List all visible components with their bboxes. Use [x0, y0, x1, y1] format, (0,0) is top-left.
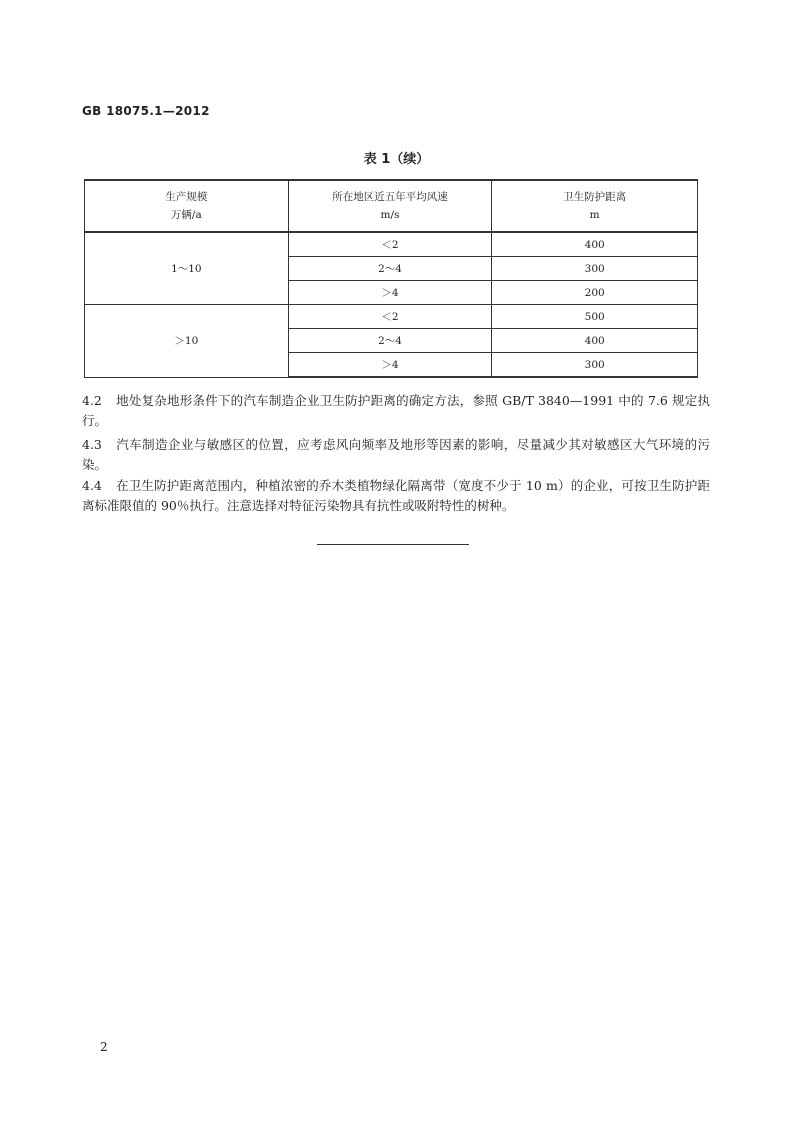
scale-cell: 1～10 — [85, 232, 289, 305]
distance-cell: 300 — [492, 257, 698, 281]
header-distance-unit: m — [589, 209, 600, 221]
scale-cell: ＞10 — [85, 305, 289, 378]
header-scale — [85, 180, 289, 232]
clause-text: 地处复杂地形条件下的汽车制造企业卫生防护距离的确定方法，参照 GB/T 3840—1991 中的 7.6 规定执行。 — [82, 393, 710, 428]
wind-cell: ＜2 — [288, 305, 492, 329]
header-distance — [492, 180, 698, 232]
distance-cell: 400 — [492, 329, 698, 353]
clause-text: 在卫生防护距离范围内，种植浓密的乔木类植物绿化隔离带（宽度不少于 10 m）的企业，可按卫生防护距离标准限值的 90％执行。注意选择对特征污染物具有抗性或吸附特性的树种。 — [82, 478, 710, 513]
header-wind-label: 所在地区近五年平均风速 — [332, 191, 448, 203]
distance-cell: 300 — [492, 353, 698, 378]
wind-cell: 2～4 — [288, 257, 492, 281]
wind-cell: 2～4 — [288, 329, 492, 353]
clause-number: 4.4 — [82, 478, 102, 493]
clause-text: 汽车制造企业与敏感区的位置，应考虑风向频率及地形等因素的影响，尽量减少其对敏感区大气环境的污染。 — [82, 437, 710, 472]
end-rule — [317, 544, 469, 545]
wind-cell: ＞4 — [288, 281, 492, 305]
clause-number: 4.2 — [82, 393, 102, 408]
table-title: 表 1（续） — [363, 152, 430, 167]
clause-4-3 — [82, 435, 710, 475]
distance-cell: 200 — [492, 281, 698, 305]
table-header-row — [85, 180, 698, 232]
clause-number: 4.3 — [82, 437, 102, 452]
header-scale-label: 生产规模 — [165, 191, 208, 203]
header-distance-label: 卫生防护距离 — [563, 191, 627, 203]
distance-cell: 500 — [492, 305, 698, 329]
wind-cell: ＞4 — [288, 353, 492, 378]
wind-cell: ＜2 — [288, 232, 492, 257]
distance-table — [84, 179, 698, 378]
standard-code: GB 18075.1—2012 — [82, 104, 210, 118]
table-row — [85, 232, 698, 257]
distance-cell: 400 — [492, 232, 698, 257]
table-row — [85, 305, 698, 329]
page-number: 2 — [100, 1040, 108, 1054]
clause-4-2 — [82, 391, 710, 431]
header-wind — [288, 180, 492, 232]
header-scale-unit: 万辆/a — [170, 209, 202, 221]
header-wind-unit: m/s — [380, 209, 400, 221]
clause-4-4 — [82, 476, 710, 516]
